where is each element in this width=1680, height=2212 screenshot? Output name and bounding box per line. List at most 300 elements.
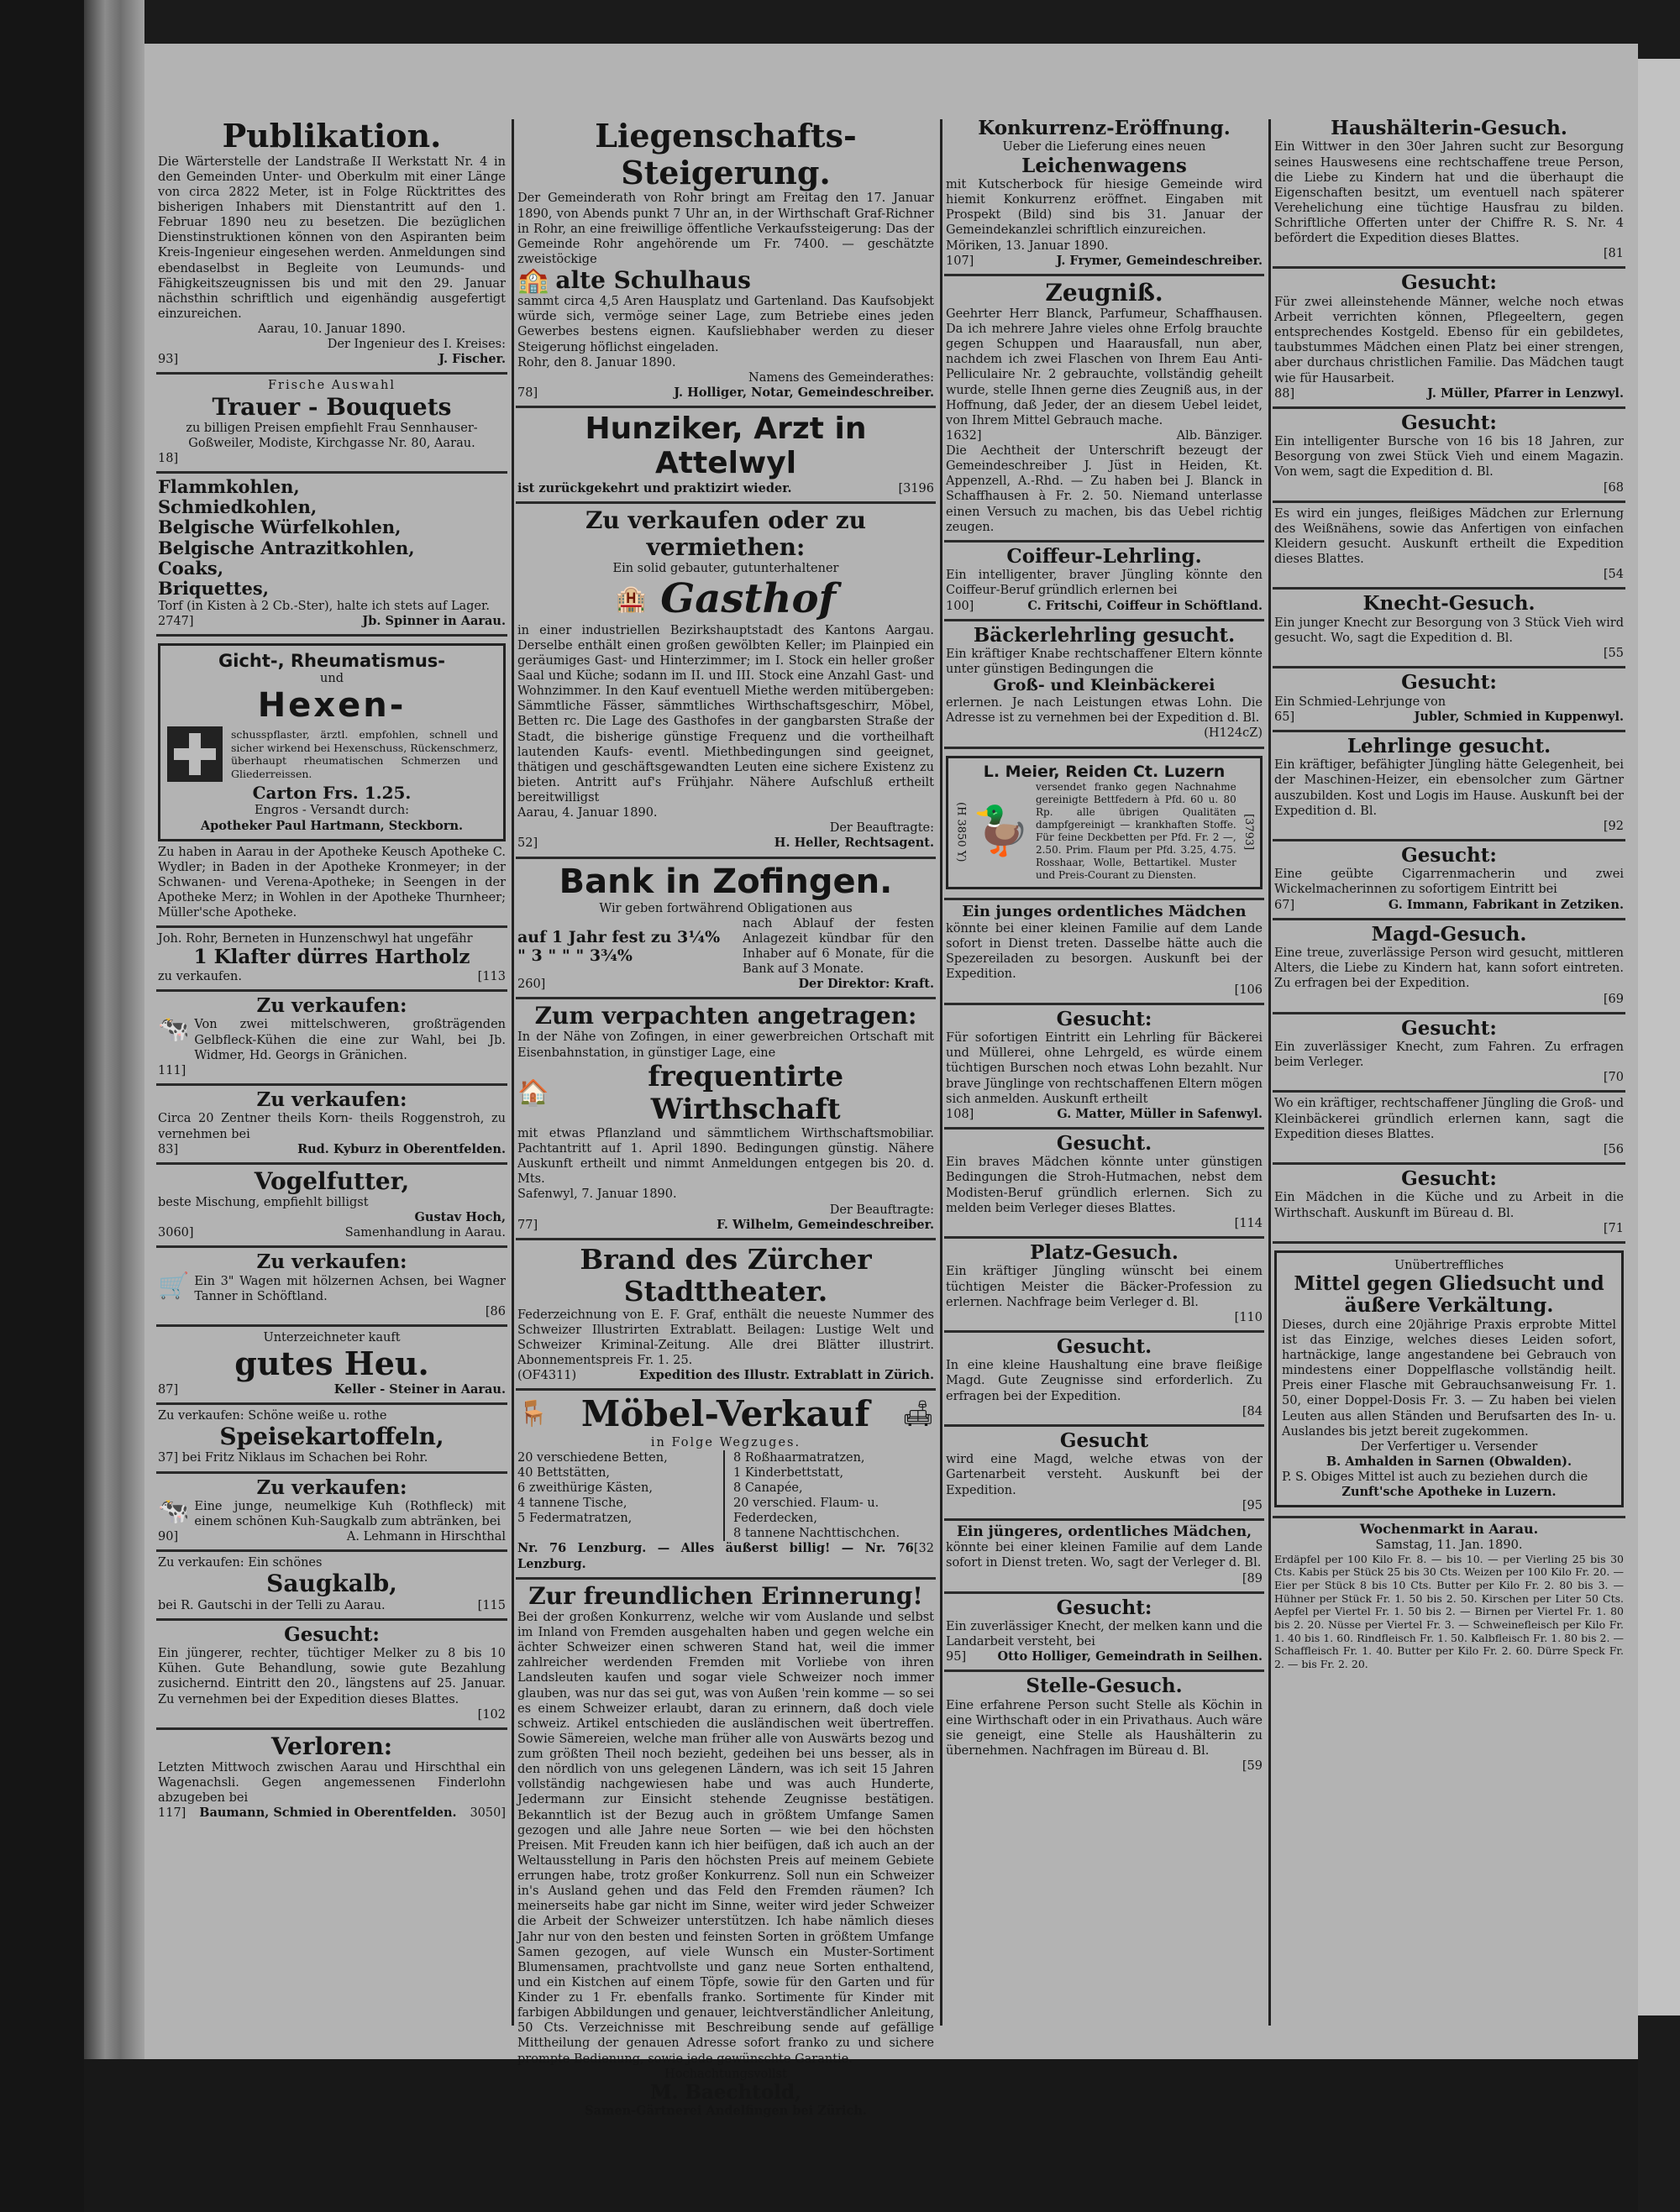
ad-signature: Der Verfertiger u. Versender <box>1360 1439 1538 1454</box>
ad-date: Samstag, 11. Jan. 1890. <box>1375 1538 1523 1552</box>
ad-date: Aarau, 4. Januar 1890. <box>517 806 658 820</box>
duck-icon: 🦆 <box>972 804 1031 859</box>
ad-text: Ein zuverlässiger Knecht, der melken kann und die Landarbeit versteht, bei <box>946 1620 1263 1649</box>
ad-baeckerlehrling <box>944 621 1264 749</box>
ad-number: [70 <box>1603 1071 1624 1085</box>
ad-number: 18] <box>158 452 179 465</box>
ad-hunziker <box>516 408 936 504</box>
ad-pretitle: Frische Auswahl <box>267 379 396 393</box>
ad-date: Safenwyl, 7. Januar 1890. <box>517 1187 677 1202</box>
ad-heu <box>156 1327 507 1405</box>
ad-kohlen <box>156 474 507 637</box>
ad-number: [71 <box>1603 1221 1624 1235</box>
ad-subtitle: Wir geben fortwährend Obligationen aus <box>599 901 853 915</box>
ad-kuechenmaedchen <box>1273 1165 1625 1244</box>
ad-title: Zur freundlichen Erinnerung! <box>528 1581 923 1610</box>
ad-verpachten <box>516 999 936 1240</box>
ad-text: bei R. Gautschi in der Telli zu Aarau. <box>158 1598 386 1612</box>
ad-magd <box>944 1333 1264 1427</box>
ad-subtitle: ist zurückgekehrt und praktizirt wieder. <box>517 480 792 495</box>
ad-stelle-gesuch <box>944 1672 1264 1779</box>
ad-place: Samen-Gärtnerei Andelfingen bei Zürich. <box>585 2104 867 2119</box>
ad-title: Bäckerlehrling gesucht. <box>973 623 1236 647</box>
ad-number: [110 <box>1234 1310 1263 1324</box>
ad-side-code: (H 3850 Y) <box>954 801 968 862</box>
ad-magd-gesuch <box>1273 920 1625 1014</box>
coal-item: Flammkohlen, <box>158 476 300 498</box>
ad-title: Ein jüngeres, ordentliches Mädchen, <box>956 1523 1252 1540</box>
ad-hexenschuss <box>156 637 507 928</box>
ad-number: [32 <box>913 1542 934 1556</box>
cow-icon: 🐄 <box>158 1496 190 1526</box>
ad-place: Samenhandlung in Aarau. <box>344 1226 506 1240</box>
ad-kuehe <box>156 992 507 1086</box>
house-icon: 🏫 <box>517 265 549 296</box>
ad-text: Federzeichnung von E. F. Graf, enthält die neueste Nummer des Schweizer Illustrirten Extrablatt. Beilagen: Lustige Welt und Schweizer Kriminal-Zeitung. Alle drei Blätter illustrirt. Abonnementspreis Fr. 1. 25. <box>517 1308 934 1368</box>
ad-number: 52] <box>517 836 538 851</box>
ad-top: Gicht-, Rheumatismus- <box>218 651 446 672</box>
column-rule <box>512 119 514 2026</box>
ad-title: Ein junges ordentliches Mädchen <box>962 903 1247 921</box>
ad-text: Circa 20 Zentner theils Korn- theils Roggenstroh, zu vernehmen bei <box>158 1112 506 1141</box>
ad-title: Gesucht: <box>1401 1016 1497 1040</box>
ad-stroh <box>156 1086 507 1165</box>
ad-title: Publikation. <box>222 117 442 155</box>
ad-number: [89 <box>1242 1571 1263 1586</box>
ad-number: [115 <box>477 1598 506 1612</box>
furniture-item: 40 Bettstätten, <box>517 1465 611 1480</box>
ad-title: Zu verkaufen oder zu vermiethen: <box>585 506 867 562</box>
ad-title: Wochenmarkt in Aarau. <box>1359 1521 1539 1538</box>
coal-item: Briquettes, <box>158 577 269 599</box>
ad-title: Mittel gegen Gliedsucht und äußere Verkältung. <box>1294 1271 1604 1318</box>
ad-date: Möriken, 13. Januar 1890. <box>946 238 1109 253</box>
ad-text: versendet franko gegen Nachnahme gereinigte Bettfedern à Pfd. 60 u. 80 Rp. alle übrigen Qualitäten dampfgereinigt — krankhaften Stoffe. Für feine Deckbetten per Pfd. Fr. 2 —, 2.50. Prim. Flaum per Pfd. 3.25, 4.75. Rosshaar, Wolle, Bettartikel. Muster und Preis-Courant zu Diensten. <box>1035 781 1236 882</box>
ad-name: J. Müller, Pfarrer in Lenzwyl. <box>1427 385 1624 401</box>
ad-name: G. Matter, Müller in Safenwyl. <box>1057 1106 1263 1121</box>
ad-title: Platz-Gesuch. <box>1030 1240 1179 1264</box>
ad-number2: 3050] <box>470 1806 506 1821</box>
ad-text: Joh. Rohr, Berneten in Hunzenschwyl hat ungefähr <box>158 932 473 946</box>
furniture-item: 8 Roßhaarmatratzen, <box>733 1450 865 1465</box>
ad-signature: Der Direktor: Kraft. <box>798 977 934 992</box>
ad-text: Bei der großen Konkurrenz, welche wir vom Auslande und selbst im Inland von Fremden ausgehalten haben und gegen welche ein ächter Schweizer einen schweren Stand hat, weil die immer zahlreicher werdenden Fremden mit Vorliebe von ihren Landsleuten kaufen und sogar viele Schweizer noch immer glauben, was nur das sei gut, was von Außen 'rein komme — so sei es einem Schweizer erlaubt, daran zu erinnern, daß doch viele schweiz. Artikel entschieden die ausländischen weit übertreffen. Sowie Sämereien, welche man früher alle von Auswärts bezog und zum größten Theil noch bezieht, gedeihen bei uns besser, als in den nördlich von uns gelegenen Ländern, was ich seit 15 Jahren vollständig nachgewiesen habe und was auch Hunderte, Jedermann zur Einsicht stehende Zeugnisse bestätigen. Bekanntlich ist der Bezug auch in größtem Umfange Samen gezogen und alle Jahre neue Sorten — wie bei den höchsten Preisen. Mit Freuden kann ich hier beifügen, daß ich auch an der Weltausstellung in Paris den höchsten Preis auf meinem Gebiete errungen habe, trotz großer Konkurrenz. Soll nun ein Schweizer in's Ausland gehen und das Feld den Fremden räumen? Ich meinerseits habe gar nicht im Sinne, weiter wird jeder Schweizer die Arbeit der Schweizer unterstützen. Ich habe nämlich dieses Jahr nur von den besten und feinsten Sorten in größtem Umfange Samen gezogen, auf viele Wunsch ein Muster-Sortiment Blumensamen, prachtvollste und ganz neue Sorten enthaltend, und ein Kistchen auf einem Töpfe, sowie für den Garten und für Kinder zu 1 Fr. ebenfalls franko. Sortimente für Kinder mit farbigen Abbildungen und genauer, leichtverständlicher Anleitung, 50 Cts. Verzeichnisse mit Beschreibung sende auf gefällige Mittheilung der genauen Adresse sofort franko zu und sichere prompte Bedienung, sowie jede gewünschte Garantie. <box>517 1610 934 2066</box>
coal-item: Belgische Würfelkohlen, <box>158 516 402 538</box>
ad-name: A. Lehmann in Hirschthal <box>346 1530 506 1544</box>
ad-text: wird eine Magd, welche etwas von der Gartenarbeit versteht. Auskunft bei der Expedition. <box>946 1453 1263 1497</box>
ad-pretitle: Unterzeichneter kauft <box>263 1331 401 1345</box>
ad-number: [113 <box>477 969 506 983</box>
ad-text2: sammt circa 4,5 Aren Hausplatz und Gartenland. Das Kaufsobjekt würde sich, vermöge seiner Lage, zum Betriebe eines jeden Gewerbes bestens eignen. Kaufsliebhaber werden zu dieser Steigerung höflichst eingeladen. <box>517 295 934 354</box>
ad-pretitle: Ein solid gebauter, gutunterhaltener <box>612 562 839 576</box>
ad-number: 1632] <box>946 428 982 443</box>
ad-title: Gesucht <box>1059 1428 1149 1452</box>
furniture-item: 8 Canapée, <box>733 1481 803 1495</box>
ad-title: Brand des Zürcher Stadttheater. <box>580 1242 872 1308</box>
ad-title: Hexen- <box>257 686 407 726</box>
ad-title: Knecht-Gesuch. <box>1362 592 1536 616</box>
ad-name: Baumann, Schmied in Oberentfelden. <box>199 1806 457 1821</box>
ad-bursche <box>1273 409 1625 503</box>
ad-text: Eine junge, neumelkige Kuh (Rothfleck) mit einem schönen Kuh-Saugkalb zum abtränken, bei <box>194 1499 506 1529</box>
ad-number: 3060] <box>158 1226 194 1240</box>
ad-title: Gesucht: <box>1401 671 1497 695</box>
ad-name: Jb. Spinner in Aarau. <box>362 614 506 629</box>
ad-title: Gesucht: <box>1056 1596 1152 1619</box>
cross-seal-icon <box>165 725 224 784</box>
ad-text: könnte bei einer kleinen Familie auf dem Lande sofort in Dienst treten. Wo, sagt der Verleger d. Bl. <box>946 1541 1263 1570</box>
ad-text: Ein 3" Wagen mit hölzernen Achsen, bei Wagner Tanner in Schöftland. <box>194 1274 506 1303</box>
ad-name: G. Immann, Fabrikant in Zetziken. <box>1388 897 1624 912</box>
ad-signature: Der Beauftragte: <box>829 1203 934 1217</box>
ad-text: Ueber die Lieferung eines neuen <box>1002 140 1206 155</box>
ad-text: Ein kräftiger Knabe rechtschaffener Eltern könnte unter günstigen Bedingungen die <box>946 647 1263 677</box>
column-2 <box>516 114 936 2119</box>
ad-number: 78] <box>517 385 538 400</box>
facing-page-edge <box>1638 59 1680 2015</box>
ad-name: H. Heller, Rechtsagent. <box>774 836 934 851</box>
ad-gasthof <box>516 504 936 859</box>
ad-text: Torf (in Kisten à 2 Cb.-Ster), halte ich stets auf Lager. <box>158 599 490 613</box>
ad-text: Ein Wittwer in den 30er Jahren sucht zur Besorgung seines Hauswesens eine rechtschaffene treue Person, die Liebe zu Kindern hat und die überhaupt die Eigenschaften besitzt, um eventuell nach späterer Verehelichung eine tüchtige Hausfrau zu bilden. Schriftliche Offerten unter der Chiffre R. S. Nr. 4 befördert die Expedition dieses Blattes. <box>1274 140 1624 246</box>
ad-side-number: [3793] <box>1242 813 1255 850</box>
furniture-item: 6 zweithürige Kästen, <box>517 1481 653 1495</box>
ad-name: M. Baechtold, <box>650 2080 801 2104</box>
ad-number: [81 <box>1603 247 1624 261</box>
ad-subtitle: in Folge Wegzuges. <box>650 1435 801 1449</box>
ad-title: Vogelfutter, <box>254 1166 410 1195</box>
ad-text: Geehrter Herr Blanck, Parfumeur, Schaffhausen. Da ich mehrere Jahre vieles ohne Erfolg brauchte gegen Schuppen und Haarausfall, nun aber, nachdem ich zwei Flaschen von Ihrem Eau Anti-Pelliculaire Nr. 2 gebrauchte, vollständig geheilt wurde, stelle Ihnen gerne dies Zeugniß aus, in der Hoffnung, daß Jeder, der an diesem Uebel leidet, von Ihrem Mittel Gebrauch mache. <box>946 307 1263 427</box>
ad-number: [84 <box>1242 1404 1263 1418</box>
ad-pflegeeltern <box>1273 269 1625 408</box>
ad-number: [86 <box>485 1305 506 1319</box>
ad-number: [102 <box>477 1707 506 1722</box>
ad-price: Carton Frs. 1.25. <box>252 783 412 804</box>
ad-text: Dieses, durch eine 20jährige Praxis erprobte Mittel ist das Einzige, welches dieses Leiden sofort, hartnäckige, lange angestandene bei Gebrauch von mindestens einer Doppelflasche vollständig heilt. Preis einer Flasche mit Gebrauchsanweisung Fr. 1. 50, einer Doppel-Dosis Fr. 3. — Zu haben bei vielen Leuten aus allen Ständen und Berufsarten des In- u. Auslandes bis jetzt bereit zugekommen. <box>1282 1318 1616 1439</box>
ad-text: könnte bei einer kleinen Familie auf dem Lande sofort in Dienst treten. Dasselbe hätte auch die Spezereiladen zu besorgen. Auskunft bei der Expedition. <box>946 922 1263 982</box>
ad-signature: Namens des Gemeinderathes: <box>748 370 934 385</box>
ad-title: Konkurrenz-Eröffnung. <box>978 117 1231 139</box>
ad-name: B. Amhalden in Sarnen (Obwalden). <box>1326 1454 1572 1469</box>
ad-number: 87] <box>158 1382 179 1397</box>
ad-number: [68 <box>1603 480 1624 495</box>
ad-title: Speisekartoffeln, <box>219 1423 444 1451</box>
furniture-item: 20 verschied. Flaum- u. Federdecken, <box>733 1497 879 1526</box>
ad-text2: erlernen. Je nach Leistungen etwas Lohn. Die Adresse ist zu vernehmen bei der Expedition d. Bl. <box>946 696 1263 726</box>
ad-name: F. Wilhelm, Gemeindeschreiber. <box>717 1217 934 1232</box>
wagon-icon: 🛒 <box>158 1271 190 1301</box>
building-icon: 🏨 <box>615 584 648 615</box>
ad-gliedsucht <box>1273 1244 1625 1519</box>
ad-publikation <box>156 114 507 375</box>
ad-text: Ein kräftiger, befähigter Jüngling hätte Gelegenheit, bei der Maschinen-Heizer, ein ebensolcher zum Gärtner auszubilden. Kost und Logis im Hause. Auskunft bei der Expedition d. Bl. <box>1274 758 1624 818</box>
ad-name: Alb. Bänziger. <box>1176 428 1263 443</box>
ad-number: 93] <box>158 353 179 367</box>
ad-number: (H124cZ) <box>1204 726 1263 741</box>
ad-number: 77] <box>517 1218 538 1232</box>
ad-konkurrenz <box>944 114 1264 276</box>
ad-erinnerung <box>516 1580 936 2125</box>
ad-title: Haushälterin-Gesuch. <box>1331 117 1567 139</box>
ad-name: J. Frymer, Gemeindeschreiber. <box>1056 253 1263 268</box>
ad-text: Der Gemeinderath von Rohr bringt am Freitag den 17. Januar 1890, von Abends punkt 7 Uhr an, in der Wirthschaft Graf-Richner in Rohr, an eine freiwillige öffentliche Verkaufssteigerung: Das der Gemeinde Rohr angehörende um Fr. 7400. — geschätzte zweistöckige <box>517 191 934 266</box>
ad-text: Eine erfahrene Person sucht Stelle als Köchin in eine Wirthschaft oder in ein Privathaus. Auch wäre sie geneigt, eine Stelle als Haushälterin zu übernehmen. Nachfragen im Büreau d. Bl. <box>946 1698 1263 1759</box>
ad-name: Expedition des Illustr. Extrablatt in Zürich. <box>638 1368 934 1383</box>
ad-title: Lehrlinge gesucht. <box>1347 734 1551 757</box>
ad-number: 107] <box>946 254 974 268</box>
ad-text2: mit Kutscherbock für hiesige Gemeinde wird hiemit Konkurrenz eröffnet. Eingaben mit Prospekt (Bild) sind bis 31. Januar der Gemeindekanzlei schriftlich einzureichen. <box>946 178 1263 238</box>
ad-text: Ein braves Mädchen könnte unter günstigen Bedingungen die Stroh-Hutmachen, nebst dem Modisten-Beruf gründlich erlernen. Sich zu melden beim Verleger dieses Blattes. <box>946 1156 1263 1215</box>
ad-text: Für sofortigen Eintritt ein Lehrling für Bäckerei und Müllerei, ohne Lehrgeld, es würde einem tüchtigen Burschen noch etwas Lohn bezahlt. Nur brave Jünglinge von rechtschaffenen Eltern mögen sich anmelden. Auskunft ertheilt <box>946 1031 1263 1106</box>
ad-number: 83] <box>158 1142 179 1156</box>
inn-icon: 🏠 <box>517 1077 549 1108</box>
ad-lehrling-baeckerei <box>944 1005 1264 1130</box>
ad-text: In der Nähe von Zofingen, in einer gewerbreichen Ortschaft mit Eisenbahnstation, in günstiger Lage, eine <box>517 1030 934 1060</box>
ad-text: In eine kleine Haushaltung eine brave fleißige Magd. Gute Zeugnisse sind erforderlich. Zu erfragen bei der Expedition. <box>946 1359 1263 1403</box>
ad-apotheke: Apotheker Paul Hartmann, Steckborn. <box>200 818 464 833</box>
ad-text: zu billigen Preisen empfiehlt Frau Sennhauser-Goßweiler, Modiste, Kirchgasse Nr. 80, Aarau. <box>186 421 478 450</box>
ad-pretitle: Unübertreffliches <box>1394 1258 1504 1272</box>
ad-pretitle: Zu verkaufen: Ein schönes <box>158 1556 323 1570</box>
ad-footer: Nr. 76 Lenzburg. — Alles äußerst billig! — Nr. 76 Lenzburg. <box>517 1541 914 1571</box>
ad-liegenschaft <box>516 114 936 408</box>
ad-subtitle: alte Schulhaus <box>555 266 751 294</box>
ad-apotheke: Zunft'sche Apotheke in Luzern. <box>1341 1485 1557 1500</box>
ad-number: (OF4311) <box>517 1369 577 1383</box>
ad-text2: Die Aechtheit der Unterschrift bezeugt der Gemeindeschreiber J. Jüst in Heiden, Kt. Appenzell, A.-Rhd. — Zu haben bei J. Blanck in Schaffhausen à Fr. 2. 50. Niemand unterlasse einen Versuch zu machen, bis das Uebel richtig zeugen. <box>946 444 1263 534</box>
left-margin <box>0 0 84 2212</box>
ad-text-end: zu verkaufen. <box>158 969 242 983</box>
furniture-item: 8 tannene Nachttischchen. <box>733 1527 900 1541</box>
ad-box <box>946 756 1263 890</box>
ad-number: [59 <box>1242 1759 1263 1774</box>
ad-modistin <box>944 1130 1264 1239</box>
ad-title: Trauer - Bouquets <box>212 392 452 421</box>
ad-hartholz <box>156 928 507 992</box>
ad-speisekartoffeln <box>156 1405 507 1473</box>
ad-title: Zu verkaufen: <box>256 1088 407 1111</box>
ad-number: 67] <box>1274 898 1295 912</box>
ad-text: Ein intelligenter Bursche von 16 bis 18 Jahren, zur Besorgung von zwei Stück Vieh und einem Magazin. Von wem, sagt die Expedition d. Bl. <box>1274 435 1624 480</box>
ad-text: Die Wärterstelle der Landstraße II Werkstatt Nr. 4 in den Gemeinden Unter- und Oberkulm mit einer Länge von circa 2822 Meter, ist in Folge Rücktrittes des bisherigen Inhabers mit Dienstantritt auf den 1. Februar 1890 neu zu besetzen. Die bezüglichen Dienstinstruktionen können von den Aspiranten beim Kreis-Ingenieur eingesehen werden. Anmeldungen sind ebendaselbst in Begleite von Leumunds- und Fähigkeitszeugnissen bis und mit den 29. Januar nächsthin schriftlich und eigenhändig ausgefertigt einzureichen. <box>158 155 506 321</box>
rate-row: auf 1 Jahr fest zu 3¼% <box>517 927 721 946</box>
column-3 <box>944 114 1264 2046</box>
ad-zeugnis <box>944 276 1264 543</box>
ad-text: Ein Schmied-Lehrjunge von <box>1274 695 1446 709</box>
ad-bank-zofingen <box>516 859 936 1000</box>
ad-number: [55 <box>1603 647 1624 660</box>
ad-name: Keller - Steiner in Aarau. <box>333 1381 506 1397</box>
ad-magd-garten <box>944 1427 1264 1521</box>
ad-title: Gesucht: <box>1401 843 1497 867</box>
column-4 <box>1273 114 1625 2046</box>
ad-text2: Zu haben in Aarau in der Apotheke Keusch Apotheke C. Wydler; in Baden in der Apotheke Kronmeyer; in der Schwanen- und Verena-Apotheke; in Seengen in der Apotheke Merz; in Wohlen in der Apotheke Thurnheer; Müller'sche Apotheke. <box>158 845 506 920</box>
ad-title: gutes Heu. <box>234 1344 429 1383</box>
ad-title: Stelle-Gesuch. <box>1026 1675 1183 1698</box>
furniture-item: 5 Federmatratzen, <box>517 1512 633 1526</box>
column-1 <box>156 114 507 2046</box>
ad-text: Letzten Mittwoch zwischen Aarau und Hirschthal ein Wagenachsli. Gegen angemessenen Finderlohn abzugeben bei <box>158 1761 506 1806</box>
ad-number: [54 <box>1603 568 1624 582</box>
ad-platz-gesuch <box>944 1239 1264 1333</box>
ad-text: Es wird ein junges, fleißiges Mädchen zur Erlernung des Weißnähens, sowie das Anfertigen von einfachen Kleidern gesucht. Auskunft ertheilt die Expedition dieses Blattes. <box>1274 506 1624 567</box>
ad-name: J. Holliger, Notar, Gemeindeschreiber. <box>674 385 934 400</box>
ad-title: Zum verpachten angetragen: <box>534 1002 917 1030</box>
ad-melker <box>156 1621 507 1730</box>
ad-title: Gesucht: <box>284 1622 380 1646</box>
ad-text2: mit etwas Pflanzland und sämmtlichem Wirthschaftsmobiliar. Pachtantritt auf 1. April 1890. Bedingungen günstig. Nähere Auskunft ertheilt und nimmt Anmeldungen entgegen bis 20. d. Mts. <box>517 1126 934 1187</box>
ad-verloren <box>156 1730 507 1827</box>
ad-text: Von zwei mittelschweren, großträgenden Gelbfleck-Kühen die eine zur Wahl, bei Jb. Widmer, Hd. Georgs in Gränichen. <box>194 1018 506 1062</box>
ad-title: Hunziker, Arzt in Attelwyl <box>585 411 867 481</box>
ad-title: Bank in Zofingen. <box>559 862 893 901</box>
ad-name: C. Fritschi, Coiffeur in Schöftland. <box>1027 598 1263 613</box>
ad-weissnaehen <box>1273 503 1625 590</box>
ad-title: Zu verkaufen: <box>256 994 407 1018</box>
ad-knecht-fahren <box>1273 1014 1625 1093</box>
ad-vogelfutter <box>156 1165 507 1249</box>
ad-number: 260] <box>517 978 546 992</box>
ad-trauer-bouquets <box>156 375 507 474</box>
ad-text: Eine treue, zuverlässige Person wird gesucht, mittleren Alters, die Liebe zu Kindern hat, kann sofort eintreten. Zu erfragen bei der Expedition. <box>1274 946 1624 991</box>
ad-baeckerei <box>1273 1093 1625 1165</box>
ad-title: Gesucht. <box>1056 1334 1152 1358</box>
ad-title: Gesucht: <box>1401 1166 1497 1190</box>
ad-saugkalb <box>156 1552 507 1620</box>
ad-number: [106 <box>1234 983 1263 997</box>
ad-title: Liegenschafts-Steigerung. <box>595 117 857 191</box>
ad-title: 1 Klafter dürres Hartholz <box>193 946 470 969</box>
ad-lehrlinge <box>1273 732 1625 841</box>
book-spine <box>84 0 144 2212</box>
ad-text: schusspflaster, ärztl. empfohlen, schnell und sicher wirkend bei Hexenschuss, Rückenschmerz, überhaupt rheumatischen Schmerzen und Gliederreissen. <box>231 728 498 781</box>
coal-item: Schmiedkohlen, <box>158 496 318 518</box>
ad-title: Gesucht: <box>1401 411 1497 434</box>
ad-knecht <box>944 1594 1264 1673</box>
rate-row: " 3 " " " 3¾% <box>517 946 633 965</box>
ad-wagen <box>156 1248 507 1327</box>
ad-knecht-gesuch <box>1273 590 1625 668</box>
ad-postscript: P. S. Obiges Mittel ist auch zu beziehen durch die <box>1282 1470 1588 1484</box>
ad-box <box>1274 1250 1624 1508</box>
ad-text: beste Mischung, empfiehlt billigst <box>158 1195 369 1209</box>
ad-moebel-verkauf <box>516 1391 936 1579</box>
sofa-icon: 🛋 <box>901 1399 934 1429</box>
ad-number: 117] <box>158 1806 186 1821</box>
ad-number: [56 <box>1603 1142 1624 1156</box>
ad-text: in einer industriellen Bezirkshauptstadt des Kantons Aargau. Derselbe enthält einen großen gewölbten Keller; im Plainpied ein geräumiges Gast- und Hinterzimmer; im I. Stock ein heller großer Saal und Küche; sodann im II. und III. Stock eine Anzahl Gast- und Wohnzimmer. In den Kauf eventuell Miethe werden mitübergeben: Sämmtliche Fässer, sämmtliches Wirthschaftsgeschirr, Möbel, Betten rc. Die Lage des Gasthofes in der gangbarsten Straße der Stadt, die bisherige günstige Frequenz und die vortheilhaft lautenden Kaufs- eventl. Miethbedingungen sind geeignet, thätigen und geschäftsgewandten Leuten eine sichere Existenz zu bieten. Antritt auf's Frühjahr. Nähere Aufschluß ertheilt bereitwilligst <box>517 623 934 805</box>
ad-box <box>158 643 506 841</box>
ad-title: L. Meier, Reiden Ct. Luzern <box>983 762 1226 781</box>
coal-item: Coaks, <box>158 557 224 579</box>
ad-name: Jubler, Schmied in Kuppenwyl. <box>1414 709 1624 724</box>
ad-name: Otto Holliger, Gemeindrath in Seilhen. <box>997 1649 1263 1664</box>
ad-signature: Der Beauftragte: <box>829 821 934 836</box>
ad-number: 95] <box>946 1650 967 1664</box>
ad-closing: Hochachtungsvollst <box>664 2067 787 2081</box>
ad-text: Ein Mädchen in die Küche und zu Arbeit in die Wirthschaft. Auskunft im Büreau d. Bl. <box>1274 1191 1624 1220</box>
ad-title: Zu verkaufen: <box>256 1250 407 1274</box>
ad-und: und <box>320 672 344 686</box>
ad-note: nach Ablauf der festen Anlagezeit kündbar für den Inhaber auf 6 Monate, für die Bank auf 3 Monate. <box>743 916 934 977</box>
newspaper-page <box>144 44 1638 2119</box>
ad-title: Verloren: <box>270 1732 393 1760</box>
ad-text: Ein junger Knecht zur Besorgung von 3 Stück Vieh wird gesucht. Wo, sagt die Expedition d. Bl. <box>1274 616 1624 645</box>
furniture-item: 1 Kinderbettstatt, <box>733 1465 844 1480</box>
ad-text: Ein intelligenter, braver Jüngling könnte den Coiffeur-Beruf gründlich erlernen bei <box>946 569 1263 598</box>
ad-number: 100] <box>946 599 974 613</box>
furniture-item: 4 tannene Tische, <box>517 1497 627 1511</box>
ad-schmied-lehrjunge <box>1273 668 1625 732</box>
ad-title: Zeugniß. <box>1045 278 1163 307</box>
ad-brand-stadttheater <box>516 1240 936 1392</box>
chair-icon: 🪑 <box>517 1399 549 1429</box>
ad-coiffeur <box>944 543 1264 621</box>
column-rule <box>1268 119 1271 2026</box>
ad-text: Wo ein kräftiger, rechtschaffener Jüngling die Groß- und Kleinbäckerei gründlich erlernen kann, sagt die Expedition dieses Blattes. <box>1274 1097 1624 1141</box>
column-rule <box>940 119 942 2026</box>
ad-text: Ein kräftiger Jüngling wünscht bei einem tüchtigen Meister die Bäcker-Profession zu erlernen. Nachfrage beim Verleger d. Bl. <box>946 1265 1263 1309</box>
ad-subtitle: frequentirte Wirthschaft <box>648 1059 844 1126</box>
ad-cigarrenmacherin <box>1273 841 1625 920</box>
ad-text: Ein jüngerer, rechter, tüchtiger Melker zu 8 bis 10 Kühen. Gute Behandlung, sowie gute Bezahlung zusichernd. Eintritt den 20., längstens auf 25. Januar. Zu vernehmen bei der Expedition dieses Blattes. <box>158 1647 506 1706</box>
ad-title: Gesucht. <box>1056 1131 1152 1155</box>
ad-maedchen-2 <box>944 1521 1264 1594</box>
ad-number: [69 <box>1603 992 1624 1006</box>
ad-title: Zu verkaufen: <box>256 1476 407 1499</box>
ad-title: Coiffeur-Lehrling. <box>1006 544 1202 568</box>
ad-subtitle: Gasthof <box>660 575 837 623</box>
ad-pretitle: Zu verkaufen: Schöne weiße u. rothe <box>158 1409 387 1423</box>
furniture-item: 20 verschiedene Betten, <box>517 1450 668 1465</box>
ad-number: [95 <box>1242 1498 1263 1512</box>
cow-icon: 🐄 <box>158 1014 190 1045</box>
ad-number: [114 <box>1234 1216 1263 1230</box>
ad-number: 2747] <box>158 615 194 629</box>
ad-date: Rohr, den 8. Januar 1890. <box>517 355 676 370</box>
ad-date: Aarau, 10. Januar 1890. <box>258 322 406 337</box>
ad-number: [92 <box>1603 819 1624 833</box>
ad-text: Erdäpfel per 100 Kilo Fr. 8. — bis 10. — per Vierling 25 bis 30 Cts. Kabis per Stück 25 bis 30 Cts. Weizen per 100 Kilo Fr. 20. — Eier per Stück 8 bis 10 Cts. Butter per Kilo Fr. 2. 80 bis 3. — Hühner per Stück Fr. 1. 50 bis 2. 50. Kirschen per Liter 50 Cts. Aepfel per Viertel Fr. 1. 50 bis 2. — Birnen per Viertel Fr. 1. 80 bis 2. 20. Nüsse per Viertel Fr. 3. — Schweinefleisch per Kilo Fr. 1. 40 bis 1. 60. Rindfleisch Fr. 1. 50. Kalbfleisch Fr. 1. 80 bis 2. — Schaffleisch Fr. 1. 40. Butter per Kilo Fr. 2. 60. Dürre Speck Fr. 2. — bis Fr. 2. 20. <box>1274 1552 1624 1670</box>
ad-text: Für zwei alleinstehende Männer, welche noch etwas Arbeit verrichten können, Pflegeeltern, gegen entsprechendes Kostgeld. Ebenso für ein gebildetes, taubstummes Mädchen einen Platz bei einer strengen, aber durchaus christlichen Familie. Das Mädchen taugt wie für Hausarbeit. <box>1274 295 1624 385</box>
ad-number: 65] <box>1274 710 1295 724</box>
ad-number: 90] <box>158 1530 179 1544</box>
ad-wochenmarkt <box>1273 1518 1625 1675</box>
ad-text: Eine geübte Cigarrenmacherin und zwei Wickelmacherinnen zu sofortigem Eintritt bei <box>1274 868 1624 897</box>
ad-number: 108] <box>946 1107 974 1121</box>
ad-subtitle: Leichenwagens <box>1021 154 1187 177</box>
ad-signature: Der Ingenieur des I. Kreises: <box>327 338 506 352</box>
coal-item: Belgische Antrazitkohlen, <box>158 537 415 558</box>
ad-bettfedern <box>944 749 1264 901</box>
ad-text: 37] bei Fritz Niklaus im Schachen bei Rohr. <box>158 1451 428 1465</box>
ad-maedchen <box>944 900 1264 1004</box>
ad-subtitle: Groß- und Kleinbäckerei <box>993 676 1215 695</box>
ad-name: Rud. Kyburz in Oberentfelden. <box>297 1141 506 1156</box>
ad-name: Gustav Hoch, <box>414 1210 506 1225</box>
ad-title: Gesucht: <box>1056 1007 1152 1030</box>
ad-number: 88] <box>1274 386 1295 401</box>
ad-title: Magd-Gesuch. <box>1371 922 1527 946</box>
ad-title: Gesucht: <box>1401 271 1497 295</box>
ad-title: Saugkalb, <box>266 1570 397 1598</box>
ad-text: Ein zuverlässiger Knecht, zum Fahren. Zu erfragen beim Verleger. <box>1274 1040 1624 1070</box>
ad-number: [3196 <box>898 481 934 495</box>
ad-engros: Engros - Versandt durch: <box>254 804 410 818</box>
ad-haushaelterin <box>1273 114 1625 269</box>
ad-kuh-saugkalb <box>156 1474 507 1553</box>
ad-number: 111] <box>158 1063 186 1077</box>
